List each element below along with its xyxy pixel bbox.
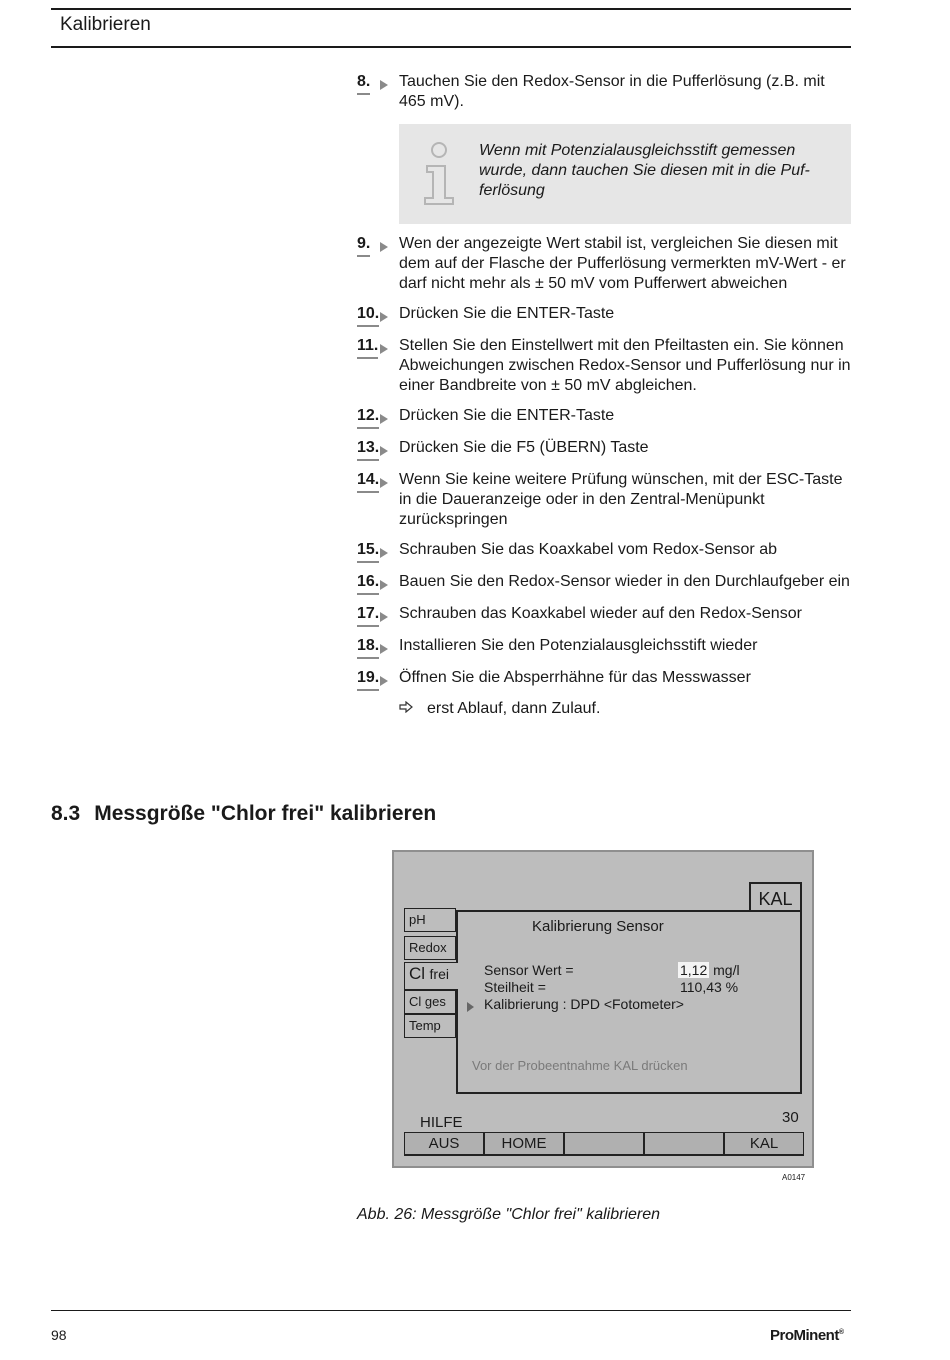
softkey-aus[interactable]: AUS bbox=[404, 1132, 484, 1156]
step-arrow-icon bbox=[380, 548, 388, 558]
step-arrow-icon bbox=[380, 344, 388, 354]
device-screen bbox=[392, 850, 814, 1168]
step-16 bbox=[357, 572, 857, 594]
info-text: Wenn mit Potenzialausgleichsstift gemessen wurde, dann tauchen Sie diesen mit in die Pufferlösung bbox=[479, 142, 810, 199]
step-text: Öffnen Sie die Absperrhähne für das Messwasser bbox=[399, 669, 751, 686]
step-arrow-icon bbox=[380, 312, 388, 322]
step-19 bbox=[357, 668, 857, 690]
step-arrow-icon bbox=[380, 676, 388, 686]
step-arrow-icon bbox=[380, 242, 388, 252]
step-13 bbox=[357, 438, 857, 460]
panel-title: Kalibrierung Sensor bbox=[532, 918, 664, 935]
softkey-bar bbox=[404, 1132, 804, 1156]
step-text: Drücken Sie die F5 (ÜBERN) Taste bbox=[399, 439, 649, 456]
result-text: erst Ablauf, dann Zulauf. bbox=[427, 700, 601, 717]
instruction-steps bbox=[357, 72, 857, 718]
slope-value: 110,43 % bbox=[680, 979, 739, 995]
section-number: 8.3 bbox=[51, 802, 81, 825]
footer-rule bbox=[51, 1310, 851, 1311]
header-rule-top bbox=[51, 8, 851, 10]
step-arrow-icon bbox=[380, 80, 388, 90]
calibration-panel bbox=[456, 910, 802, 1094]
step-number: 19. bbox=[357, 668, 399, 690]
step-result bbox=[399, 700, 857, 718]
softkey-kal[interactable]: KAL bbox=[724, 1132, 804, 1156]
info-box bbox=[399, 124, 851, 224]
result-arrow-icon bbox=[399, 700, 427, 718]
step-number: 14. bbox=[357, 470, 399, 492]
step-text: Tauchen Sie den Redox-Sensor in die Pufferlösung (z.B. mit 465 mV). bbox=[399, 73, 825, 110]
sensor-value-label: Sensor Wert = bbox=[484, 962, 574, 978]
step-text: Wen der angezeigte Wert stabil ist, vergleichen Sie diesen mit dem auf der Flasche der Pufferlösung vermerkten mV-Wert - er darf nicht mehr als ± 50 mV vom Pufferwert abweichen bbox=[399, 235, 846, 292]
sensor-value: 1,12 bbox=[680, 962, 708, 978]
step-12 bbox=[357, 406, 857, 428]
brand-logo: ProMinent® bbox=[770, 1327, 844, 1344]
header-rule-bottom bbox=[51, 46, 851, 48]
step-text: Drücken Sie die ENTER-Taste bbox=[399, 407, 615, 424]
kal-tab[interactable]: KAL bbox=[749, 882, 802, 912]
step-text: Stellen Sie den Einstellwert mit den Pfeiltasten ein. Sie können Abweichungen zwischen Redox-Sensor und Pufferlösung nur in einer Bandbreite von ± 50 mV abgleichen. bbox=[399, 337, 851, 394]
step-11 bbox=[357, 336, 857, 396]
step-number: 11. bbox=[357, 336, 399, 358]
tab-ph[interactable]: pH bbox=[404, 908, 456, 932]
step-text: Schrauben Sie das Koaxkabel vom Redox-Sensor ab bbox=[399, 541, 777, 558]
tab-cl-frei[interactable]: Cl frei bbox=[404, 962, 458, 990]
figure-caption: Abb. 26: Messgröße "Chlor frei" kalibrieren bbox=[357, 1206, 661, 1223]
step-number: 18. bbox=[357, 636, 399, 658]
tab-temp[interactable]: Temp bbox=[404, 1014, 456, 1038]
step-17 bbox=[357, 604, 857, 626]
step-number: 16. bbox=[357, 572, 399, 594]
step-arrow-icon bbox=[380, 644, 388, 654]
header-title: Kalibrieren bbox=[60, 14, 151, 35]
help-label[interactable]: HILFE bbox=[420, 1114, 463, 1131]
calibration-method[interactable]: Kalibrierung : DPD <Fotometer> bbox=[484, 996, 684, 1012]
step-18 bbox=[357, 636, 857, 658]
step-number: 10. bbox=[357, 304, 399, 326]
step-arrow-icon bbox=[380, 446, 388, 456]
step-text: Installieren Sie den Potenzialausgleichsstift wieder bbox=[399, 637, 758, 654]
step-number: 8. bbox=[357, 72, 399, 94]
step-arrow-icon bbox=[380, 478, 388, 488]
step-arrow-icon bbox=[380, 612, 388, 622]
step-text: Bauen Sie den Redox-Sensor wieder in den Durchlaufgeber ein bbox=[399, 573, 850, 590]
screen-page-number: 30 bbox=[782, 1109, 799, 1126]
step-number: 9. bbox=[357, 234, 399, 256]
selection-pointer-icon bbox=[467, 1002, 474, 1012]
step-arrow-icon bbox=[380, 414, 388, 424]
section-title: Messgröße "Chlor frei" kalibrieren bbox=[94, 802, 437, 825]
step-number: 15. bbox=[357, 540, 399, 562]
step-text: Wenn Sie keine weitere Prüfung wünschen, mit der ESC-Taste in die Daueranzeige oder in den Zentral-Menüpunkt zurückspringen bbox=[399, 471, 843, 528]
softkey-home[interactable]: HOME bbox=[484, 1132, 564, 1156]
screen-hint: Vor der Probeentnahme KAL drücken bbox=[472, 1058, 688, 1073]
tab-cl-ges[interactable]: Cl ges bbox=[404, 990, 456, 1014]
step-arrow-icon bbox=[380, 580, 388, 590]
step-9 bbox=[357, 234, 857, 294]
step-number: 12. bbox=[357, 406, 399, 428]
tab-redox[interactable]: Redox bbox=[404, 936, 456, 960]
step-14 bbox=[357, 470, 857, 530]
step-text: Schrauben das Koaxkabel wieder auf den Redox-Sensor bbox=[399, 605, 802, 622]
figure-code: A0147 bbox=[782, 1173, 806, 1182]
sensor-value-field[interactable] bbox=[678, 962, 740, 978]
step-number: 13. bbox=[357, 438, 399, 460]
step-10 bbox=[357, 304, 857, 326]
section-heading bbox=[51, 802, 436, 826]
info-icon bbox=[421, 142, 457, 206]
softkey-empty-4[interactable] bbox=[644, 1132, 724, 1156]
page-number: 98 bbox=[51, 1327, 67, 1343]
step-15 bbox=[357, 540, 857, 562]
softkey-empty-3[interactable] bbox=[564, 1132, 644, 1156]
step-number: 17. bbox=[357, 604, 399, 626]
sensor-unit: mg/l bbox=[713, 962, 740, 978]
slope-label: Steilheit = bbox=[484, 979, 546, 995]
step-text: Drücken Sie die ENTER-Taste bbox=[399, 305, 615, 322]
step-8 bbox=[357, 72, 857, 112]
